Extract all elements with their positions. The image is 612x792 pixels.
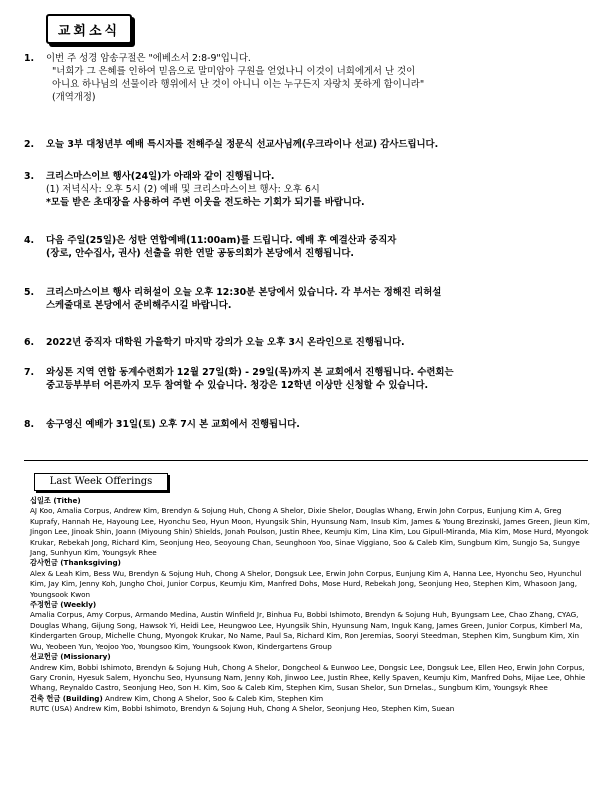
offering-category [30, 694, 590, 704]
offering-category-names: AJ Koo, Amalia Corpus, Andrew Kim, Brendyn & Sojung Huh, Chong A Shelor, Dixie Shelor, Douglas Whang, Erwin John Corpus, Eunjung Kim A, Greg Kuprafy, Hannah He, Hayoung Lee, Hyonchu Seo, Hyun Moon, Hyungsik Shin, Hyunsung Nam, Insub Kim, James & Young Brezinski, James Green, Jieun Kim, Jingon Lee, Jinoak Shin, Joann (Miyoung Shin) Shields, Jonah Poulson, Justin Rhee, Keumju Kim, Lina Kim, Lou Gipull-Miranda, Mia Kim, Mose Hurd, Myongok Krukar, Rebekah Jong, Richard Kim, Seonjung Heo, Seoyoung Chan, Seunghoon Yoo, Sinae Viggiano, Soo & Caleb Kim, Sungbum Kim, Sungjo Sa, Sungye Jang, Sunhyun Kim, Youngsyk Rhee [30, 506, 590, 558]
offering-category-names: Amalia Corpus, Amy Corpus, Armando Medina, Austin Winfield Jr, Binhua Fu, Bobbi Ishimoto, Brendyn & Sojung Huh, Byungsam Lee, Chao Zhang, CYAG, Douglas Whang, Gijung Song, Hawsok Yi, Heidi Lee, Heungwoo Lee, Hyungsik Shin, Hyunsung Nam, Inguk Kang, James Green, Junior Corpus, Kimberl Ma, Kindergarten Group, Michelle Chung, Myongok Krukar, No Name, Paul Sa, Richard Kim, Ron Jeremias, Sooryi Steedman, Stephen Kim, Sungbum Kim, Xin Wu, Yeobeen Yun, Yeojoo Yoo, Youngsoo Kim, Youngsook Kwon, Kindergartens Group [30, 610, 583, 651]
offering-category-label: RUTC (USA) [30, 704, 73, 714]
news-item-number: 5. [24, 287, 35, 298]
news-item-5 [24, 286, 594, 312]
news-item-line: "너희가 그 은혜를 인하여 믿음으로 말미암아 구원을 얻었나니 이것이 너희에게서 난 것이 [52, 66, 416, 77]
news-item-line: 이번 주 성경 암송구절은 "에베소서 2:8-9"입니다. [46, 53, 251, 64]
news-item-line: *모들 받은 초대장을 사용하여 주변 이웃을 전도하는 기회가 되기를 바랍니다. [46, 197, 365, 208]
news-item-line: 아니요 하나님의 선물이라 행위에서 난 것이 아니니 이는 누구든지 자랑치 못하게 함이니라" [52, 79, 425, 90]
news-item-2 [24, 138, 594, 151]
offering-category-names: Alex & Leah Kim, Bess Wu, Brendyn & Sojung Huh, Chong A Shelor, Dongsuk Lee, Erwin John Corpus, Eunjung Kim A, Hanna Lee, Hyonchu Seo, Hyunchul Kim, Jay Kim, Jenny Koh, Jungho Choi, Junior Corpus, Keumju Kim, Manfred Dohs, Mose Hurd, Rebekah Jong, Seonjung Heo, Stephen Kim, Whasoon Jang, Youngsook Kwon [30, 568, 582, 599]
news-item-line: 스케줄대로 본당에서 준비해주시길 바랍니다. [46, 300, 232, 311]
news-item-number: 2. [24, 139, 35, 150]
offering-category [30, 496, 590, 558]
page-title: 교회소식 [57, 23, 121, 39]
news-item-line: 크리스마스이브 행사(24일)가 아래와 같이 진행됩니다. [46, 171, 275, 182]
news-item-number: 1. [24, 53, 35, 64]
page-title-tab [46, 14, 132, 44]
news-item-line: 송구영신 예배가 31일(토) 오후 7시 본 교회에서 진행됩니다. [46, 419, 300, 430]
news-item-line: (1) 저녁식사: 오후 5시 (2) 예배 및 크리스마스이브 행사: 오후 6시 [46, 184, 320, 195]
offerings-list [30, 496, 590, 715]
section-divider [24, 460, 588, 461]
news-item-1 [24, 52, 594, 104]
offering-category [30, 704, 590, 714]
offering-category [30, 600, 590, 652]
news-item-line: 크리스마스이브 행사 리허설이 오늘 오후 12:30분 본당에서 있습니다. 각 부서는 정해진 리허설 [46, 287, 442, 298]
offering-category-label: 감사헌금 (Thanksgiving) [30, 558, 121, 568]
offering-category [30, 652, 590, 694]
news-item-line: (개역개정) [52, 92, 96, 103]
offering-category-names: Andrew Kim, Bobbi Ishimoto, Brendyn & Sojung Huh, Chong A Shelor, Dongcheol & Eunwoo Lee, Dongsic Lee, Dongsuk Lee, Ellen Heo, Erwin John Corpus, Gary Cronin, Hyesuk Salem, Hyonchu Seo, Hyunsung Nam, Jenny Koh, Jinwoo Lee, Justin Rhee, Kelly Spaven, Keumju Kim, Manfred Dohs, Mijae Lee, Ohhie Whang, Reynaldo Castro, Seonjung Heo, Son H. Kim, Soo & Caleb Kim, Stephen Kim, Susan Shelor, Sun Drnelas., Sungbum Kim, Youngsyk Rhee [30, 662, 586, 693]
offering-category-label: 선교헌금 (Missionary) [30, 652, 111, 662]
offering-category-label: 건축 헌금 (Building) [30, 693, 103, 703]
news-item-8 [24, 418, 594, 431]
news-item-number: 6. [24, 337, 35, 348]
offering-category-label: 십일조 (Tithe) [30, 496, 81, 505]
news-item-3 [24, 170, 594, 209]
news-item-7 [24, 366, 594, 392]
news-item-line: (장로, 안수집사, 권사) 선출을 위한 연말 공동의회가 본당에서 진행됩니다. [46, 248, 354, 259]
news-item-line: 와싱톤 지역 연합 동계수련회가 12월 27일(화) - 29일(목)까지 본 교회에서 진행됩니다. 수련회는 [46, 367, 454, 378]
news-item-line: 오늘 3부 대청년부 예배 특시자를 전해주실 정문식 선교사님께(우크라이나 선교) 감사드립니다. [46, 139, 439, 150]
news-item-6 [24, 336, 594, 349]
news-item-line: 다음 주일(25일)은 성탄 연합예배(11:00am)를 드립니다. 예배 후 예결산과 중직자 [46, 235, 397, 246]
news-item-number: 3. [24, 171, 35, 182]
news-item-line: 2022년 중직자 대학원 가을학기 마지막 강의가 오늘 오후 3시 온라인으로 진행됩니다. [46, 337, 405, 348]
offering-category-names: Andrew Kim, Chong A Shelor, Soo & Caleb Kim, Stephen Kim [105, 693, 324, 703]
news-item-number: 7. [24, 367, 35, 378]
offerings-title-tab [34, 473, 168, 491]
news-item-line: 중고등부부터 어른까지 모두 참여할 수 있습니다. 청강은 12학년 이상만 신청할 수 있습니다. [46, 380, 429, 391]
offering-category [30, 558, 590, 600]
news-item-4 [24, 234, 594, 260]
news-item-number: 8. [24, 419, 35, 430]
offering-category-label: 주정헌금 (Weekly) [30, 600, 97, 610]
offering-category-names: Andrew Kim, Bobbi Ishimoto, Brendyn & Sojung Huh, Chong A Shelor, Seonjung Heo, Stephen Kim, Suean [74, 704, 455, 714]
offerings-title: Last Week Offerings [49, 476, 153, 487]
news-item-number: 4. [24, 235, 35, 246]
